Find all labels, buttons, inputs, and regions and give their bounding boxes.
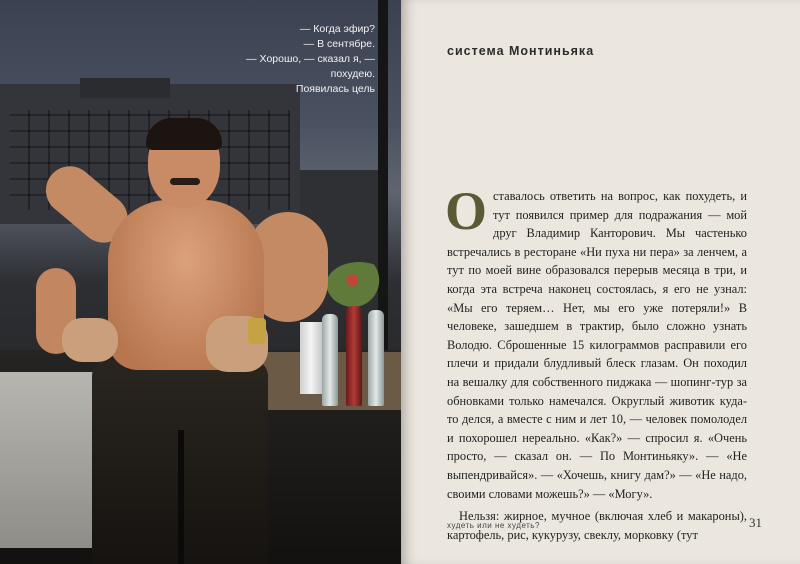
- caption-line: — Хорошо, — сказал я, —: [246, 53, 375, 65]
- caption-line: Появилась цель: [295, 83, 375, 95]
- running-head: система Монтиньяка: [447, 44, 595, 58]
- caption-line: — В сентябре.: [303, 38, 375, 50]
- body-text: [445, 181, 747, 544]
- left-fist: [62, 318, 118, 362]
- trouser-seam: [178, 430, 184, 564]
- paragraph: Нельзя: жирное, мучное (включая хлеб и макароны), картофель, рис, кукурузу, свеклу, морковку (тут: [447, 509, 747, 542]
- mustache: [170, 178, 200, 185]
- page-number: 31: [749, 515, 762, 530]
- text-page: [401, 0, 800, 564]
- drop-cap: О: [445, 181, 488, 241]
- hair: [146, 118, 222, 150]
- caption-line: — Когда эфир?: [299, 23, 375, 35]
- caption-line: похудею.: [330, 68, 375, 80]
- paragraph: ставалось ответить на вопрос, как похудеть, и тут появился пример для подражания — мой друг Владимир Канторович. Мы частенько встречались в ресторане «Ни пуха ни пера» за ленчем, а тут по моей вине образовался перерыв месяца в три, и когда эта встреча наконец состоялась, я его не узнал: «Мы его теряем… Нет, мы его уже потеряли!» В человеке, зашедшем в трактир, было сложно узнать Володю. Сброшенные 15 килограммов расправили его плечи и придали блудливый блеск глазам. Он походил на вешалку для собственного пиджака — шопинг-тур за обновками только намечался. Округлый животик куда-то делся, а вместе с ним и лет 10, — человек помолодел и похорошел нереально. «Как?» — спросил я. «Очень просто, — сказал он. — По Монтиньяку». — «Не выпендривайся». — «Хочешь, книгу дам?» — «Не надо, своими словами можешь?» — «Могу».: [447, 189, 747, 501]
- photo-caption: [185, 22, 375, 97]
- wristwatch: [248, 318, 266, 344]
- footer-title: худеть или не худеть?: [447, 521, 540, 530]
